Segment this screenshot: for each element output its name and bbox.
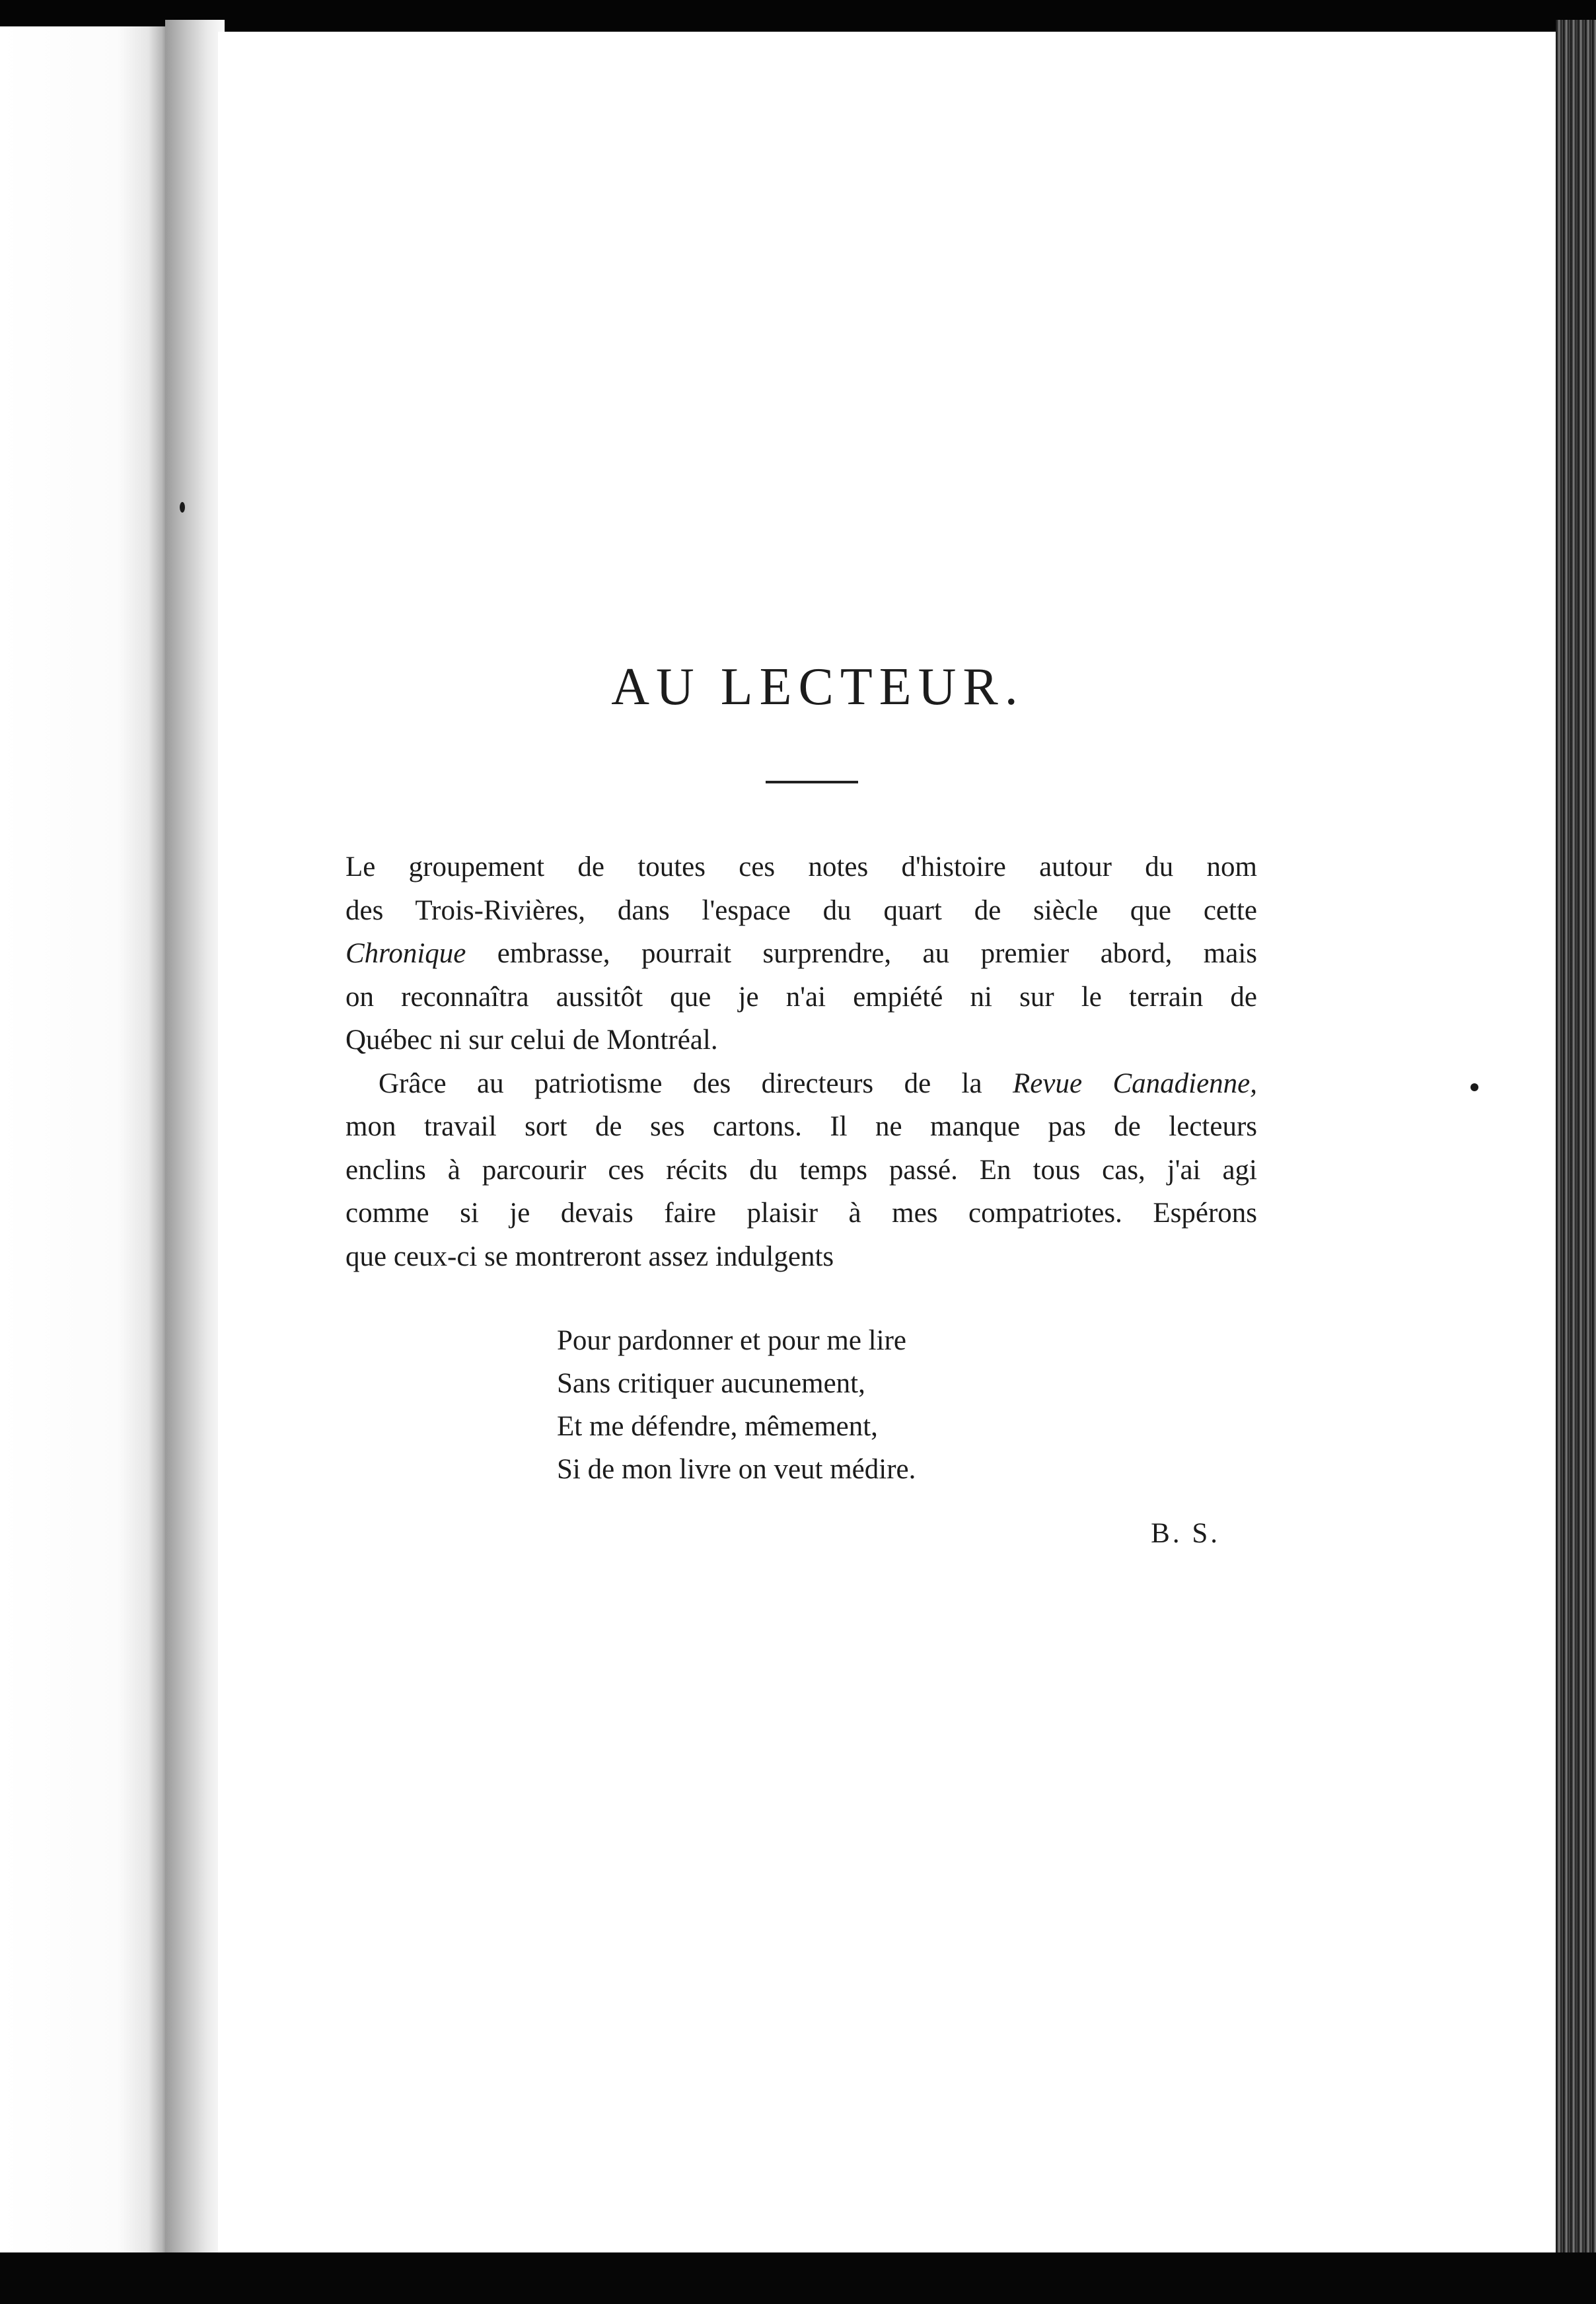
verse-line: Si de mon livre on veut médire.: [557, 1454, 916, 1485]
title-rule: [766, 781, 858, 783]
paragraph-1-line: des Trois-Rivières, dans l'espace du quart de siècle que cette: [345, 894, 1257, 926]
author-signature: B. S.: [1151, 1518, 1220, 1549]
dust-speck: [1470, 1083, 1478, 1091]
page-stack-edge: [1556, 20, 1596, 2279]
italic-title: Chronique: [345, 938, 466, 969]
paragraph-2-line: comme si je devais faire plaisir à mes compatriotes. Espérons: [345, 1198, 1257, 1229]
paragraph-2-text: Grâce au patriotisme des directeurs de la: [379, 1067, 982, 1099]
paragraph-2-line: enclins à parcourir ces récits du temps passé. En tous cas, j'ai agi: [345, 1154, 1257, 1186]
paragraph-2-line: que ceux-ci se montreront assez indulgents: [345, 1241, 834, 1272]
bottom-border: [0, 2252, 1596, 2304]
verse-line: Et me défendre, mêmement,: [557, 1411, 878, 1442]
verse-line: Sans critiquer aucunement,: [557, 1368, 865, 1399]
paragraph-1-line: [345, 932, 1257, 976]
gutter-shadow: [165, 20, 225, 2266]
facing-page-edge: [0, 26, 168, 2262]
italic-title: Revue Canadienne,: [1013, 1067, 1257, 1099]
paragraph-2-line: mon travail sort de ses cartons. Il ne manque pas de lecteurs: [345, 1111, 1257, 1142]
paragraph-1-line: on reconnaîtra aussitôt que je n'ai empiété ni sur le terrain de: [345, 981, 1257, 1013]
paragraph-1-text: embrasse, pourrait surprendre, au premier abord, mais: [497, 938, 1257, 969]
prose-body: [345, 846, 1257, 1278]
page-content: [345, 654, 1257, 1550]
verse-quatrain: [557, 1319, 1257, 1491]
paragraph-1-line: Le groupement de toutes ces notes d'histoire autour du nom: [345, 851, 1257, 882]
verse-line: Pour pardonner et pour me lire: [557, 1325, 906, 1356]
paragraph-1-line: Québec ni sur celui de Montréal.: [345, 1025, 718, 1056]
dust-speck: [180, 502, 185, 513]
paragraph-2-line: [345, 1062, 1257, 1106]
page-title: AU LECTEUR.: [611, 658, 1025, 716]
